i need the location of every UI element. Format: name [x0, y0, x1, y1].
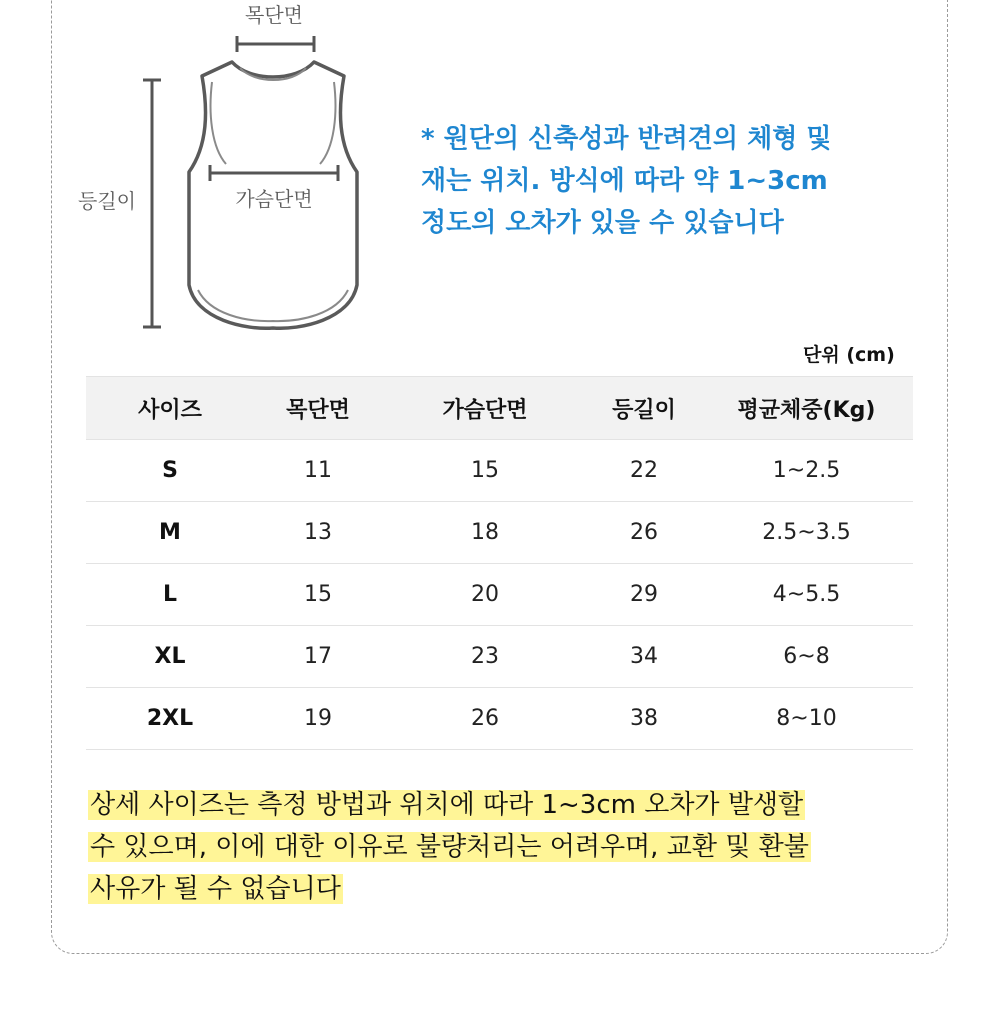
chest-cell: 23: [382, 626, 588, 688]
weight-cell: 8~10: [700, 688, 913, 750]
note-line: 수 있으며, 이에 대한 이유로 불량처리는 어려우며, 교환 및 환불: [90, 832, 809, 862]
weight-cell: 4~5.5: [700, 564, 913, 626]
notice-line: 정도의 오차가 있을 수 있습니다: [421, 208, 784, 238]
table-row: [86, 688, 913, 750]
length-cell: 26: [588, 502, 700, 564]
size-cell: M: [86, 502, 254, 564]
length-cell: 22: [588, 440, 700, 502]
length-cell: 38: [588, 688, 700, 750]
chest-cell: 20: [382, 564, 588, 626]
neck-measure-label: 목단면: [245, 3, 303, 27]
size-table: [86, 376, 913, 750]
neck-cell: 13: [254, 502, 382, 564]
length-cell: 29: [588, 564, 700, 626]
table-row: [86, 564, 913, 626]
chest-cell: 26: [382, 688, 588, 750]
unit-label: 단위 (cm): [803, 344, 895, 366]
neck-cell: 19: [254, 688, 382, 750]
weight-cell: 6~8: [700, 626, 913, 688]
header-length: 등길이: [588, 377, 700, 440]
measurement-notice: [421, 118, 941, 244]
chest-cell: 18: [382, 502, 588, 564]
weight-cell: 2.5~3.5: [700, 502, 913, 564]
table-header-row: [86, 377, 913, 440]
chest-cell: 15: [382, 440, 588, 502]
length-cell: 34: [588, 626, 700, 688]
garment-measurement-diagram: [0, 0, 400, 340]
header-chest: 가슴단면: [382, 377, 588, 440]
table-row: [86, 626, 913, 688]
size-cell: S: [86, 440, 254, 502]
disclaimer-note: [88, 784, 928, 910]
size-cell: L: [86, 564, 254, 626]
notice-line: 재는 위치. 방식에 따라 약 1~3cm: [421, 166, 828, 196]
note-line: 사유가 될 수 없습니다: [90, 874, 341, 904]
header-weight: 평균체중(Kg): [700, 377, 913, 440]
notice-line: * 원단의 신축성과 반려견의 체형 및: [421, 124, 832, 154]
note-line: 상세 사이즈는 측정 방법과 위치에 따라 1~3cm 오차가 발생할: [90, 790, 804, 820]
neck-cell: 11: [254, 440, 382, 502]
chest-measure-label: 가슴단면: [235, 187, 313, 211]
neck-cell: 17: [254, 626, 382, 688]
neck-cell: 15: [254, 564, 382, 626]
header-neck: 목단면: [254, 377, 382, 440]
table-row: [86, 502, 913, 564]
length-measure-label: 등길이: [78, 189, 136, 213]
size-cell: 2XL: [86, 688, 254, 750]
table-row: [86, 440, 913, 502]
header-size: 사이즈: [86, 377, 254, 440]
weight-cell: 1~2.5: [700, 440, 913, 502]
size-cell: XL: [86, 626, 254, 688]
